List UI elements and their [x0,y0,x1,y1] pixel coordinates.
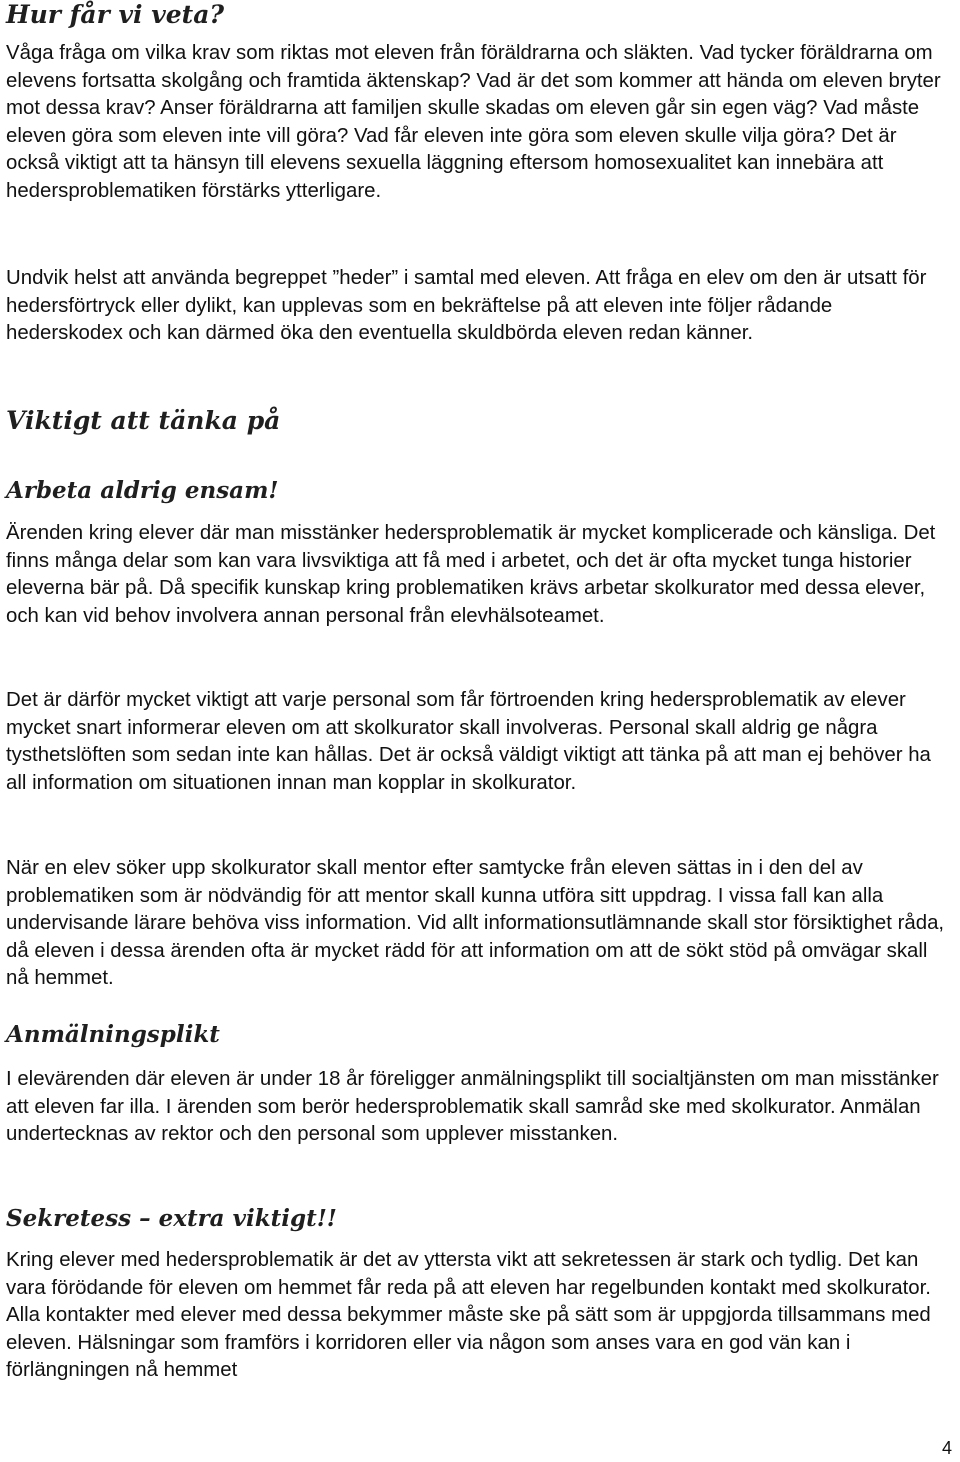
section-avoid-term [6,265,946,348]
heading-viktigt-att-tanka-pa: Viktigt att tänka på [6,406,281,435]
paragraph-mentor-consent: När en elev söker upp skolkurator skall mentor efter samtycke från eleven sättas in i den del av problematiken som är nödvändig för att mentor skall kunna utföra sitt uppdrag. I vissa fall kan alla undervisande lärare behöva viss information. Vid allt informationsutlämnande skall stor försiktighet råda, då eleven i dessa ärenden ofta är mycket rädd för att information om att de sökt stöd på omvägar skall nå hemmet. [6,857,945,990]
section-para-4 [6,687,946,797]
paragraph-complex-cases: Ärenden kring elever där man misstänker hedersproblematik är mycket komplicerade och känsliga. Det finns många delar som kan vara livsviktiga att få med i arbetet, och det är ofta mycket tunga historier eleverna bär på. Då specifik kunskap kring problematiken krävs arbetar skolkurator med dessa elever, och kan vid behov involvera annan personal från elevhälsoteamet. [6,522,936,627]
section-hur-far-vi-veta [6,40,946,206]
paragraph-reporting-duty: I elevärenden där eleven är under 18 år föreligger anmälningsplikt till socialtjänsten om man misstänker att eleven far illa. I ärenden som berör hedersproblematik skall samråd ske med skolkurator. Anmälan undertecknas av rektor och den personal som upplever misstanken. [6,1068,939,1146]
section-para-3 [6,520,946,630]
heading-anmalningsplikt: Anmälningsplikt [6,1021,220,1048]
paragraph-inform-counselor: Det är därför mycket viktigt att varje personal som får förtroenden kring hedersproblematik av elever mycket snart informerar eleven om att skolkurator skall involveras. Personal skall aldrig ge några tysthetslöften som sedan inte kan hållas. Det är också väldigt viktigt att tänka på att man ej behöver ha all information om situationen innan man kopplar in skolkurator. [6,689,931,794]
section-viktigt [6,405,946,437]
section-para-7 [6,1247,946,1385]
paragraph-confidentiality: Kring elever med hedersproblematik är det av yttersta vikt att sekretessen är stark och tydlig. Det kan vara förödande för eleven om hemmet får reda på att eleven har regelbunden kontakt med skolkurator. Alla kontakter med elever med dessa bekymmer måste ske på sätt som är uppgjorda tillsammans med eleven. Hälsningar som framförs i korridoren eller via någon som anses vara en god vän kan i förlängningen nå hemmet [6,1249,931,1382]
paragraph-avoid-heder: Undvik helst att använda begreppet ”heder” i samtal med eleven. Att fråga en elev om den är utsatt för hedersförtryck eller dylikt, kan upplevas som en bekräftelse på att eleven inte följer rådande hederskodex och kan därmed öka den eventuella skuldbörda eleven redan känner. [6,267,927,345]
section-sekretess [6,1204,946,1234]
section-anmalningsplikt [6,1020,946,1050]
heading-hur-far-vi-veta: Hur får vi veta? [6,0,225,29]
paragraph-questions: Våga fråga om vilka krav som riktas mot eleven från föräldrarna och släkten. Vad tycker föräldrarna om elevens fortsatta skolgång och framtida äktenskap? Vad är det som kommer att hända om eleven bryter mot dessa krav? Anser föräldrarna att familjen skulle skadas om eleven går sin egen väg? Vad måste eleven göra som eleven inte vill göra? Vad får eleven inte göra som eleven skulle vilja göra? Det är också viktigt att ta hänsyn till elevens sexuella läggning eftersom homosexualitet kan innebära att hedersproblematiken förstärks ytterligare. [6,42,941,202]
section-arbeta-aldrig-ensam [6,476,946,506]
heading-sekretess: Sekretess – extra viktigt!! [6,1205,337,1232]
section-para-6 [6,1066,946,1149]
heading-arbeta-aldrig-ensam: Arbeta aldrig ensam! [6,477,279,504]
section-para-5 [6,855,946,993]
page-number: 4 [941,1438,952,1458]
